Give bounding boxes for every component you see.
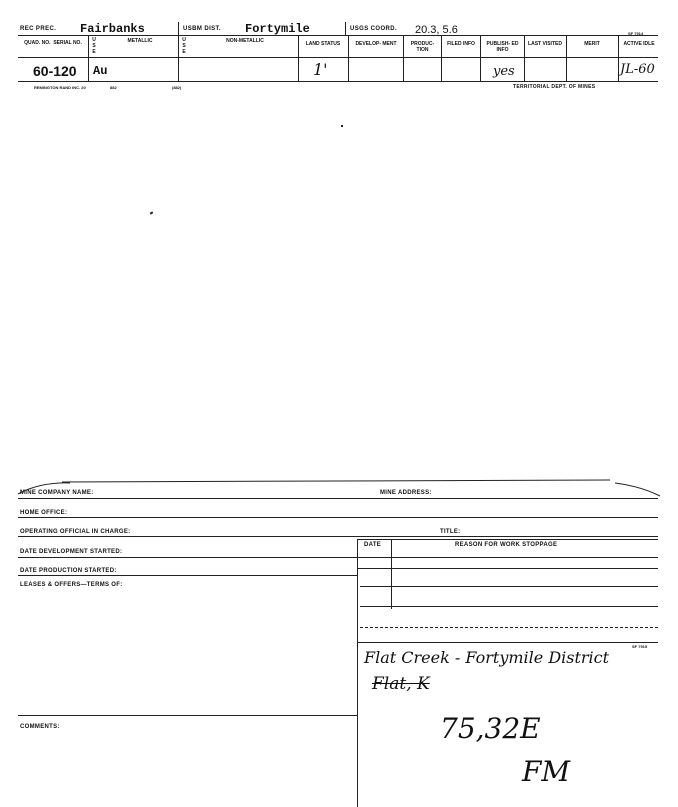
footer-remington: REMINGTON RAND INC. 20 [34,85,86,90]
divider [345,22,346,35]
header-use-metallic: U S E [92,37,96,55]
rule [18,575,358,576]
rule [360,606,658,607]
col-divider [480,35,481,81]
note-crossed: Flat, K [372,674,430,694]
rec-prec-label: REC PREC. [20,26,57,32]
note-line-1: Flat Creek - Fortymile District [364,648,610,667]
col-divider [178,35,179,81]
header-active-idle: ACTIVE IDLE [623,41,655,47]
header-quad-no: QUAD. NO. [24,40,51,46]
header-last-visited: LAST VISITED [528,41,562,47]
rule [360,627,658,628]
rule [18,536,658,537]
mine-company-label: MINE COMPANY NAME: [20,490,94,496]
speck [150,211,154,214]
home-office-label: HOME OFFICE: [20,510,68,516]
date-production-label: DATE PRODUCTION STARTED: [20,568,117,574]
note-line-3: 75,32E [440,712,541,745]
reason-label: REASON FOR WORK STOPPAGE [455,542,558,548]
col-divider [441,35,442,81]
header-serial-no: SERIAL NO. [53,40,82,46]
col-divider [88,35,89,81]
form-code-top: SF 7914 [628,31,644,36]
header-use-nonmetallic: U S E [182,37,186,55]
speck [341,125,343,127]
comments-label: COMMENTS: [20,724,60,730]
footer-dept: TERRITORIAL DEPT. OF MINES [513,84,596,90]
rule [358,539,658,540]
rule [18,57,658,58]
date-development-label: DATE DEVELOPMENT STARTED: [20,549,123,555]
header-development: DEVELOP- MENT [355,41,397,47]
rule [360,586,658,587]
published-info-value: yes [493,64,515,79]
header-production: PRODUC- TION [410,41,435,53]
usgs-coord-label: USGS COORD. [350,26,398,32]
usbm-dist-label: USBM DIST. [183,26,222,32]
leases-label: LEASES & OFFERS—TERMS OF: [20,582,123,588]
usgs-coord-value: 20.3, 5.6 [415,24,458,36]
col-divider [403,35,404,81]
panel-divider [357,539,358,807]
title-label: TITLE: [440,529,461,535]
rule [18,35,658,36]
rule [358,568,658,569]
usbm-dist-value: Fortymile [245,22,310,36]
col-divider [618,35,619,81]
divider [178,22,179,35]
note-card-edge [358,642,658,643]
rule [18,517,658,518]
col-divider [524,35,525,81]
rule [18,715,358,716]
note-line-4: FM [522,755,571,788]
rec-prec-value: Fairbanks [80,22,145,36]
header-merit: MERIT [584,41,600,47]
footer-code1: 882 [110,85,117,90]
operating-official-label: OPERATING OFFICIAL IN CHARGE: [20,529,131,535]
land-status-value: 1' [313,60,328,79]
col-divider [348,35,349,81]
quad-serial-value: 60-120 [33,63,77,79]
footer-code2: (882) [172,85,182,90]
mine-address-label: MINE ADDRESS: [380,490,432,496]
col-divider [298,35,299,81]
form-code-bottom: SF 7915 [632,644,648,649]
metallic-value: Au [93,64,108,78]
rule [18,81,658,82]
header-land-status: LAND STATUS [305,41,341,47]
rule [18,498,658,499]
header-metallic: METALLIC [127,38,153,44]
header-quad-serial [20,40,86,46]
header-non-metallic: NON-METALLIC [226,38,264,44]
col-divider [566,35,567,81]
active-idle-value: JL-60 [620,62,655,77]
header-filed-info: FILED INFO [447,41,475,47]
card-edge [10,474,670,498]
date-col-divider [391,539,392,609]
rule [18,557,658,558]
header-published-info: PUBLISH- ED INFO [486,41,519,53]
date-label: DATE [364,542,382,548]
